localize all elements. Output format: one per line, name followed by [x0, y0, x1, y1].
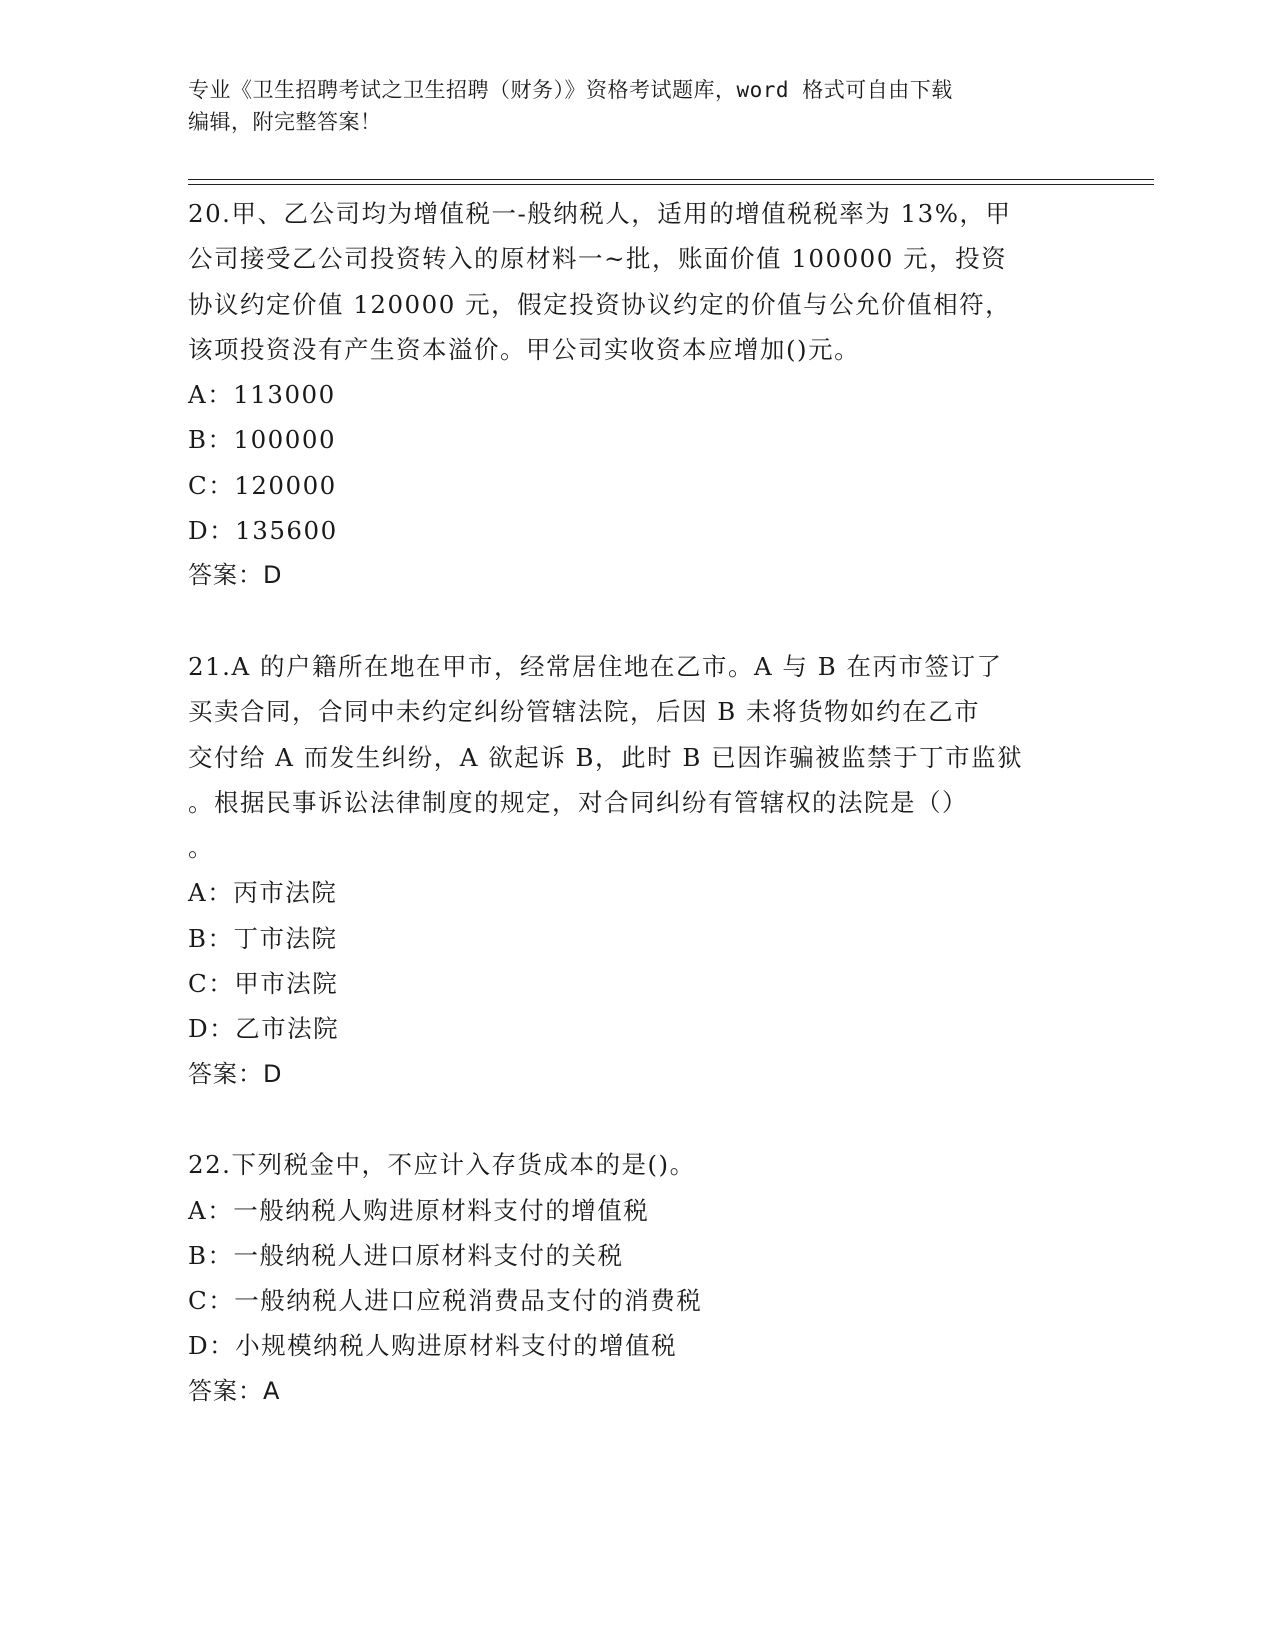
- option-a: A：113000: [188, 380, 336, 410]
- option-d: D：135600: [188, 516, 338, 546]
- document-header: [188, 74, 1088, 138]
- question-block: [188, 191, 1088, 599]
- question-text-line: 。: [188, 833, 214, 863]
- question-text-line: 20.甲、乙公司均为增值税一-般纳税人，适用的增值税税率为 13%，甲: [188, 199, 1012, 228]
- question-text-line: 交付给 A 而发生纠纷，A 欲起诉 B，此时 B 已因诈骗被监禁于丁市监狱: [188, 742, 1024, 772]
- question-text-line: 该项投资没有产生资本溢价。甲公司实收资本应增加()元。: [188, 334, 861, 364]
- question-text-line: 21.A 的户籍所在地在甲市，经常居住地在乙市。A 与 B 在丙市签订了: [188, 651, 1003, 681]
- question-block: [188, 1142, 1088, 1414]
- question-text-line: 公司接受乙公司投资转入的原材料一~批，账面价值 100000 元，投资: [188, 244, 1008, 274]
- question-text-line: 协议约定价值 120000 元，假定投资协议约定的价值与公允价值相符，: [188, 289, 1012, 319]
- option-a: A：丙市法院: [188, 878, 338, 908]
- option-a: A：一般纳税人购进原材料支付的增值税: [188, 1195, 650, 1225]
- spacer: [188, 599, 1088, 644]
- header-line-2: 编辑，附完整答案！: [188, 110, 382, 134]
- question-text-line: 买卖合同，合同中未约定纠纷管辖法院，后因 B 未将货物如约在乙市: [188, 697, 981, 727]
- question-list: [188, 191, 1088, 1414]
- header-divider-top: [188, 179, 1154, 180]
- answer-line: 答案：D: [188, 561, 283, 590]
- option-c: C：一般纳税人进口应税消费品支付的消费税: [188, 1286, 703, 1316]
- header-line-1: 专业《卫生招聘考试之卫生招聘（财务）》资格考试题库，word 格式可自由下载: [188, 78, 953, 102]
- header-divider-bottom: [188, 184, 1154, 185]
- option-b: B：丁市法院: [188, 923, 338, 953]
- option-b: B：一般纳税人进口原材料支付的关税: [188, 1240, 624, 1270]
- answer-line: 答案：A: [188, 1376, 281, 1405]
- option-d: D：小规模纳税人购进原材料支付的增值税: [188, 1331, 678, 1361]
- option-c: C：甲市法院: [188, 969, 339, 999]
- question-text-line: 。根据民事诉讼法律制度的规定，对合同纠纷有管辖权的法院是（）: [188, 787, 968, 817]
- question-text-line: 22.下列税金中，不应计入存货成本的是()。: [188, 1150, 696, 1180]
- question-block: [188, 644, 1088, 1097]
- option-b: B：100000: [188, 425, 337, 455]
- option-d: D：乙市法院: [188, 1014, 340, 1044]
- spacer: [188, 1097, 1088, 1142]
- option-c: C：120000: [188, 470, 337, 500]
- answer-line: 答案：D: [188, 1059, 283, 1088]
